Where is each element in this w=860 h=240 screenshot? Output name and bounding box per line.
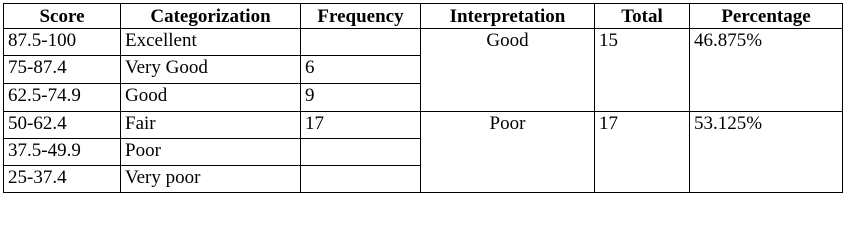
score-cell: 50-62.4 <box>4 112 121 139</box>
frequency-cell <box>301 166 421 193</box>
categorization-cell: Very poor <box>121 166 301 193</box>
interpretation-cell: Poor <box>421 112 595 193</box>
frequency-cell: 9 <box>301 84 421 112</box>
header-interpretation: Interpretation <box>421 4 595 29</box>
interpretation-cell: Good <box>421 29 595 112</box>
total-cell: 15 <box>595 29 690 112</box>
categorization-cell: Excellent <box>121 29 301 56</box>
table-container <box>3 3 843 193</box>
header-categorization: Categorization <box>121 4 301 29</box>
header-row <box>4 4 843 29</box>
total-cell: 17 <box>595 112 690 193</box>
percentage-cell: 53.125% <box>690 112 843 193</box>
score-cell: 62.5-74.9 <box>4 84 121 112</box>
table-row <box>4 29 843 56</box>
categorization-cell: Fair <box>121 112 301 139</box>
header-total: Total <box>595 4 690 29</box>
header-percentage: Percentage <box>690 4 843 29</box>
categorization-cell: Good <box>121 84 301 112</box>
score-cell: 25-37.4 <box>4 166 121 193</box>
categorization-cell: Poor <box>121 139 301 166</box>
header-score: Score <box>4 4 121 29</box>
frequency-cell <box>301 139 421 166</box>
frequency-cell: 17 <box>301 112 421 139</box>
table-row <box>4 112 843 139</box>
score-cell: 87.5-100 <box>4 29 121 56</box>
frequency-cell: 6 <box>301 56 421 84</box>
frequency-cell <box>301 29 421 56</box>
categorization-cell: Very Good <box>121 56 301 84</box>
score-categorization-table <box>3 3 843 193</box>
header-frequency: Frequency <box>301 4 421 29</box>
score-cell: 37.5-49.9 <box>4 139 121 166</box>
score-cell: 75-87.4 <box>4 56 121 84</box>
percentage-cell: 46.875% <box>690 29 843 112</box>
